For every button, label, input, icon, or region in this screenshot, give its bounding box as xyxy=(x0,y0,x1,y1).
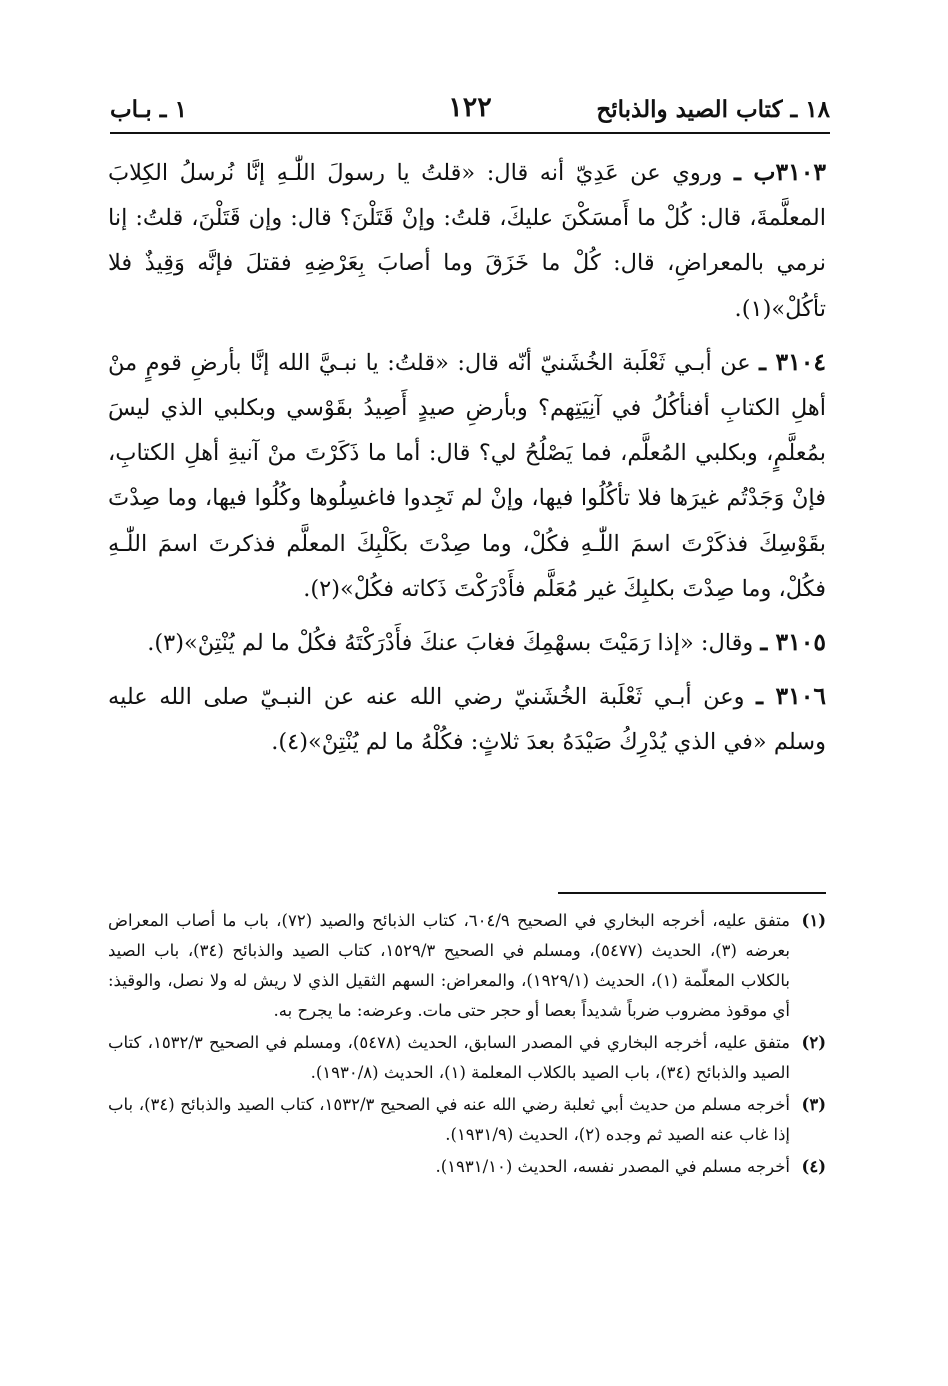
hadith-number: ٣١٠٣ب ـ xyxy=(733,158,826,186)
header-section-title: ١ ـ بـاب xyxy=(110,96,187,123)
footnote-marker: (١) xyxy=(801,911,826,930)
hadith-text: وروي عن عَدِيّ أنه قال: «قلتُ يا رسولَ اللّٰـهِ إنَّا نُرسلُ الكِلابَ المعلَّمةَ، قال: كُلْ ما أَمسَكْنَ عليكَ، قلتُ: وإنْ قَتَلْنَ؟ قال: وإن قَتَلْنَ، قلتُ: إنا نرمي بالمعراضِ، قال: كُلْ ما خَزَقَ وما أصابَ بِعَرْضِهِ فقتلَ فإنَّه وَقِيذٌ فلا تأكُلْ»(١). xyxy=(108,160,826,322)
footnotes xyxy=(108,906,826,1184)
footnote-marker: (٤) xyxy=(801,1157,826,1176)
hadith-paragraph xyxy=(108,670,826,769)
footnote-text: متفق عليه، أخرجه البخاري في الصحيح ٦٠٤/٩، كتاب الذبائح والصيد (٧٢)، باب ما أصاب المعراض بعرضه (٣)، الحديث (٥٤٧٧)، ومسلم في الصحيح ١٥٢٩/٣، كتاب الصيد والذبائح (٣٤)، باب الصيد بالكلاب المعلّمة (١)، الحديث (١٩٢٩/١)، والمعراض: السهم الثقيل الذي لا ريش له ولا نصل، والوقيذ: أي موقوذ مضروب ضرباً شديداً بعصا أو حجر حتى مات. وعرضه: ما يجرح به. xyxy=(108,911,790,1020)
hadith-text: وعن أبـي ثَعْلَبة الخُشَنيّ رضي الله عنه عن النبـيّ صلى الله عليه وسلم «في الذي يُدْرِكُ صَيْدَهُ بعدَ ثلاثٍ: فكُلْهُ ما لم يُنْتِنْ»(٤). xyxy=(108,684,826,756)
footnote-marker: (٣) xyxy=(801,1095,826,1114)
footnote-text: أخرجه مسلم من حديث أبي ثعلبة رضي الله عنه في الصحيح ١٥٣٢/٣، كتاب الصيد والذبائح (٣٤)، باب إذا غاب عنه الصيد ثم وجده (٢)، الحديث (١٩٣١/٩). xyxy=(108,1095,790,1144)
hadith-paragraph xyxy=(108,146,826,336)
hadith-text: وقال: «إذا رَمَيْتَ بسهْمِكَ فغابَ عنكَ فأَدْرَكْتَهُ فكُلْ ما لم يُنْتِنْ»(٣). xyxy=(147,630,761,657)
hadith-text: عن أبـي ثَعْلَبة الخُشَنيّ أنّه قال: «قلتُ: يا نبـيَّ الله إنَّا بأرضِ قومٍ منْ أهلِ الكتابِ أفنأكُلُ في آنِيَتِهم؟ وبأرضِ صيدٍ أَصِيدُ بقَوْسي وبكلبي الذي ليسَ بمُعلَّمٍ، وبكلبي المُعلَّم، فما يَصْلُحُ لي؟ قال: أما ما ذَكَرْتَ منْ آنيةِ أهلِ الكتابِ، فإنْ وَجَدْتُم غيرَها فلا تأكُلُوا فيها، وإنْ لم تَجِدوا فاغسِلُوها وكُلُوا فيها، وما صِدْتَ بقَوْسِكَ فذكَرْتَ اسمَ اللّٰـهِ فكُلْ، وما صِدْتَ بكَلْبِكَ المعلَّم فذكرتَ اسمَ اللّٰـهِ فكُلْ، وما صِدْتَ بكلبِكَ غير مُعَلَّم فأَدْرَكْتَ ذَكاته فكُلْ»(٢). xyxy=(108,349,826,602)
footnote xyxy=(108,1028,826,1088)
footnote xyxy=(108,1090,826,1150)
hadith-paragraph xyxy=(108,336,826,616)
page-number: ١٢٢ xyxy=(448,92,492,123)
hadith-paragraph xyxy=(108,616,826,670)
hadith-number: ٣١٠٦ ـ xyxy=(756,682,826,711)
footnote-marker: (٢) xyxy=(801,1033,826,1052)
hadith-number: ٣١٠٤ ـ xyxy=(759,347,826,376)
footnote-text: متفق عليه، أخرجه البخاري في المصدر السابق، الحديث (٥٤٧٨)، ومسلم في الصحيح ١٥٣٢/٣، كتاب الصيد والذبائح (٣٤)، باب الصيد بالكلاب المعلمة (١)، الحديث (١٩٣٠/٨). xyxy=(108,1033,790,1082)
footnote xyxy=(108,1152,826,1182)
main-text xyxy=(108,146,826,770)
hadith-number: ٣١٠٥ ـ xyxy=(760,628,826,657)
running-header xyxy=(110,92,830,134)
footnote-text: أخرجه مسلم في المصدر نفسه، الحديث (١٩٣١/١٠). xyxy=(435,1157,790,1176)
footnote xyxy=(108,906,826,1026)
footnote-separator xyxy=(558,892,826,894)
header-chapter-title: ١٨ ـ كتاب الصيد والذبائح xyxy=(596,96,830,123)
